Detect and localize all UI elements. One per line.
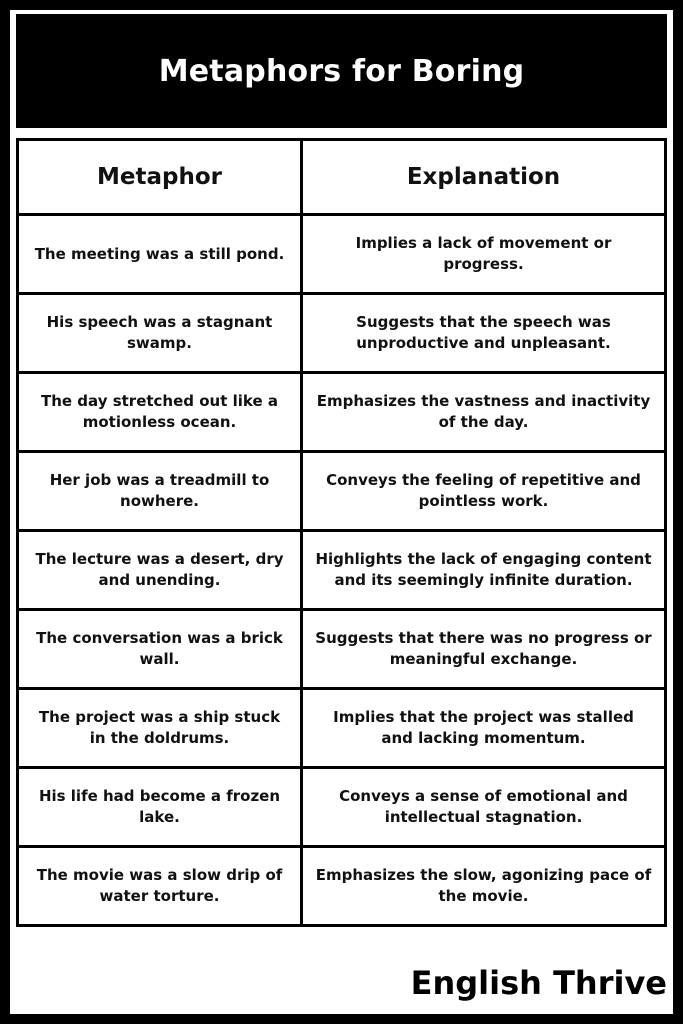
table-header-row [18, 140, 666, 215]
explanation-cell: Implies a lack of movement or progress. [302, 215, 666, 294]
metaphor-cell: The movie was a slow drip of water torture. [18, 847, 302, 926]
metaphor-cell: The day stretched out like a motionless ocean. [18, 373, 302, 452]
metaphor-cell: His life had become a frozen lake. [18, 768, 302, 847]
table-row [18, 689, 666, 768]
table-row [18, 531, 666, 610]
page-title: Metaphors for Boring [158, 53, 525, 89]
explanation-cell: Emphasizes the slow, agonizing pace of the movie. [302, 847, 666, 926]
metaphor-cell: His speech was a stagnant swamp. [18, 294, 302, 373]
page-frame [10, 10, 673, 1014]
brand-wordmark: English Thrive [410, 964, 667, 1002]
explanation-cell: Highlights the lack of engaging content and its seemingly infinite duration. [302, 531, 666, 610]
explanation-cell: Conveys a sense of emotional and intellectual stagnation. [302, 768, 666, 847]
column-header-explanation: Explanation [302, 140, 666, 215]
explanation-cell: Conveys the feeling of repetitive and pointless work. [302, 452, 666, 531]
table-row [18, 294, 666, 373]
table-row [18, 610, 666, 689]
metaphor-cell: The lecture was a desert, dry and unending. [18, 531, 302, 610]
metaphor-cell: The conversation was a brick wall. [18, 610, 302, 689]
table-row [18, 847, 666, 926]
title-banner [16, 14, 667, 128]
metaphor-cell: Her job was a treadmill to nowhere. [18, 452, 302, 531]
column-header-metaphor: Metaphor [18, 140, 302, 215]
explanation-cell: Suggests that the speech was unproductive and unpleasant. [302, 294, 666, 373]
metaphor-table [16, 138, 667, 927]
metaphor-cell: The project was a ship stuck in the doldrums. [18, 689, 302, 768]
table-row [18, 768, 666, 847]
explanation-cell: Emphasizes the vastness and inactivity of the day. [302, 373, 666, 452]
explanation-cell: Suggests that there was no progress or meaningful exchange. [302, 610, 666, 689]
table-row [18, 215, 666, 294]
metaphor-cell: The meeting was a still pond. [18, 215, 302, 294]
table-row [18, 452, 666, 531]
table-row [18, 373, 666, 452]
explanation-cell: Implies that the project was stalled and lacking momentum. [302, 689, 666, 768]
